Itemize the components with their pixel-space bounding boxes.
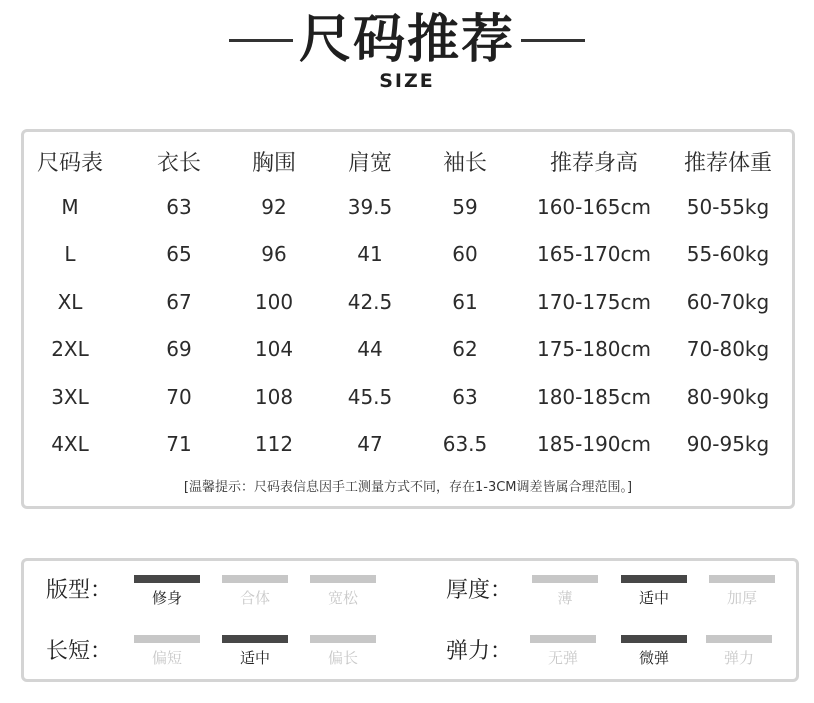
sleeve-cell: 60 [452,242,478,266]
option-label: 偏短 [151,649,182,667]
title-right-dash [521,39,585,42]
table-row [24,187,792,227]
elasticity-label: 弹力： [446,639,513,664]
table-row [24,377,792,417]
weight-cell: 80-90kg [686,385,770,409]
option-bar [310,575,376,583]
sleeve-cell: 63 [452,385,478,409]
weight-cell: 60-70kg [686,290,770,314]
option-label: 适中 [638,589,669,607]
option-bar [222,635,288,643]
table-row [24,282,792,322]
option-label: 微弹 [638,649,669,667]
shoulder-cell: 39.5 [347,195,393,219]
length-cell: 70 [166,385,192,409]
option-bar [134,575,200,583]
length-cell: 67 [166,290,192,314]
option-bar [706,635,772,643]
option-bar [310,635,376,643]
option-label: 合体 [239,589,270,607]
length-label: 长短： [46,639,113,664]
length-cell: 63 [166,195,192,219]
shoulder-cell: 42.5 [347,290,393,314]
size-cell: 2XL [51,337,89,361]
weight-cell: 55-60kg [686,242,770,266]
option-bar [621,635,687,643]
attribute-panel [21,558,799,682]
fit-label: 版型： [46,578,113,603]
header-cell: 尺码表 [36,151,103,176]
page-subtitle: SIZE [379,70,435,92]
shoulder-cell: 45.5 [347,385,393,409]
option-label: 加厚 [726,589,757,607]
option-bar [709,575,775,583]
height-cell: 175-180cm [536,337,652,361]
fit-option [222,575,288,608]
option-bar [222,575,288,583]
option-label: 修身 [151,589,182,607]
thickness-option [709,575,775,608]
table-row [24,424,792,464]
option-label: 无弹 [547,649,578,667]
length-cell: 69 [166,337,192,361]
option-label: 宽松 [327,589,358,607]
option-label: 弹力 [723,649,754,667]
chest-cell: 108 [254,385,294,409]
elasticity-option [706,635,772,668]
height-cell: 160-165cm [536,195,652,219]
thickness-option [532,575,598,608]
weight-cell: 70-80kg [686,337,770,361]
shoulder-cell: 44 [357,337,383,361]
header-cell: 袖长 [442,151,487,176]
size-cell: 4XL [51,432,89,456]
height-cell: 170-175cm [536,290,652,314]
height-cell: 180-185cm [536,385,652,409]
option-bar [532,575,598,583]
thickness-label: 厚度： [446,578,513,603]
chest-cell: 96 [261,242,287,266]
option-label: 薄 [557,589,573,607]
shoulder-cell: 41 [357,242,383,266]
weight-cell: 50-55kg [686,195,770,219]
length-cell: 71 [166,432,192,456]
height-cell: 185-190cm [536,432,652,456]
header-cell: 推荐体重 [683,151,772,176]
length-option [222,635,288,668]
fit-option [310,575,376,608]
thickness-option [621,575,687,608]
length-cell: 65 [166,242,192,266]
title-left-dash [229,39,293,42]
header-cell: 胸围 [251,151,296,176]
header-cell: 肩宽 [347,151,392,176]
table-row [24,329,792,369]
chest-cell: 92 [261,195,287,219]
size-cell: M [61,195,79,219]
title-block [0,10,814,92]
chest-cell: 104 [254,337,294,361]
fit-option [134,575,200,608]
chest-cell: 100 [254,290,294,314]
size-cell: 3XL [51,385,89,409]
length-option [134,635,200,668]
chest-cell: 112 [254,432,294,456]
length-option [310,635,376,668]
option-bar [621,575,687,583]
weight-cell: 90-95kg [686,432,770,456]
table-row [24,234,792,274]
option-label: 偏长 [327,649,358,667]
size-note: [温馨提示：尺码表信息因手工测量方式不同，存在1-3CM调差皆属合理范围。] [183,480,633,495]
elasticity-option [621,635,687,668]
option-bar [134,635,200,643]
option-bar [530,635,596,643]
page-title: 尺码推荐 [298,10,515,70]
sleeve-cell: 62 [452,337,478,361]
shoulder-cell: 47 [357,432,383,456]
size-cell: L [64,242,76,266]
sleeve-cell: 59 [452,195,478,219]
elasticity-option [530,635,596,668]
header-cell: 衣长 [156,151,201,176]
sleeve-cell: 63.5 [442,432,488,456]
option-label: 适中 [239,649,270,667]
height-cell: 165-170cm [536,242,652,266]
table-header-row [24,144,792,184]
header-cell: 推荐身高 [549,151,638,176]
sleeve-cell: 61 [452,290,478,314]
size-cell: XL [57,290,83,314]
size-table [21,129,795,509]
